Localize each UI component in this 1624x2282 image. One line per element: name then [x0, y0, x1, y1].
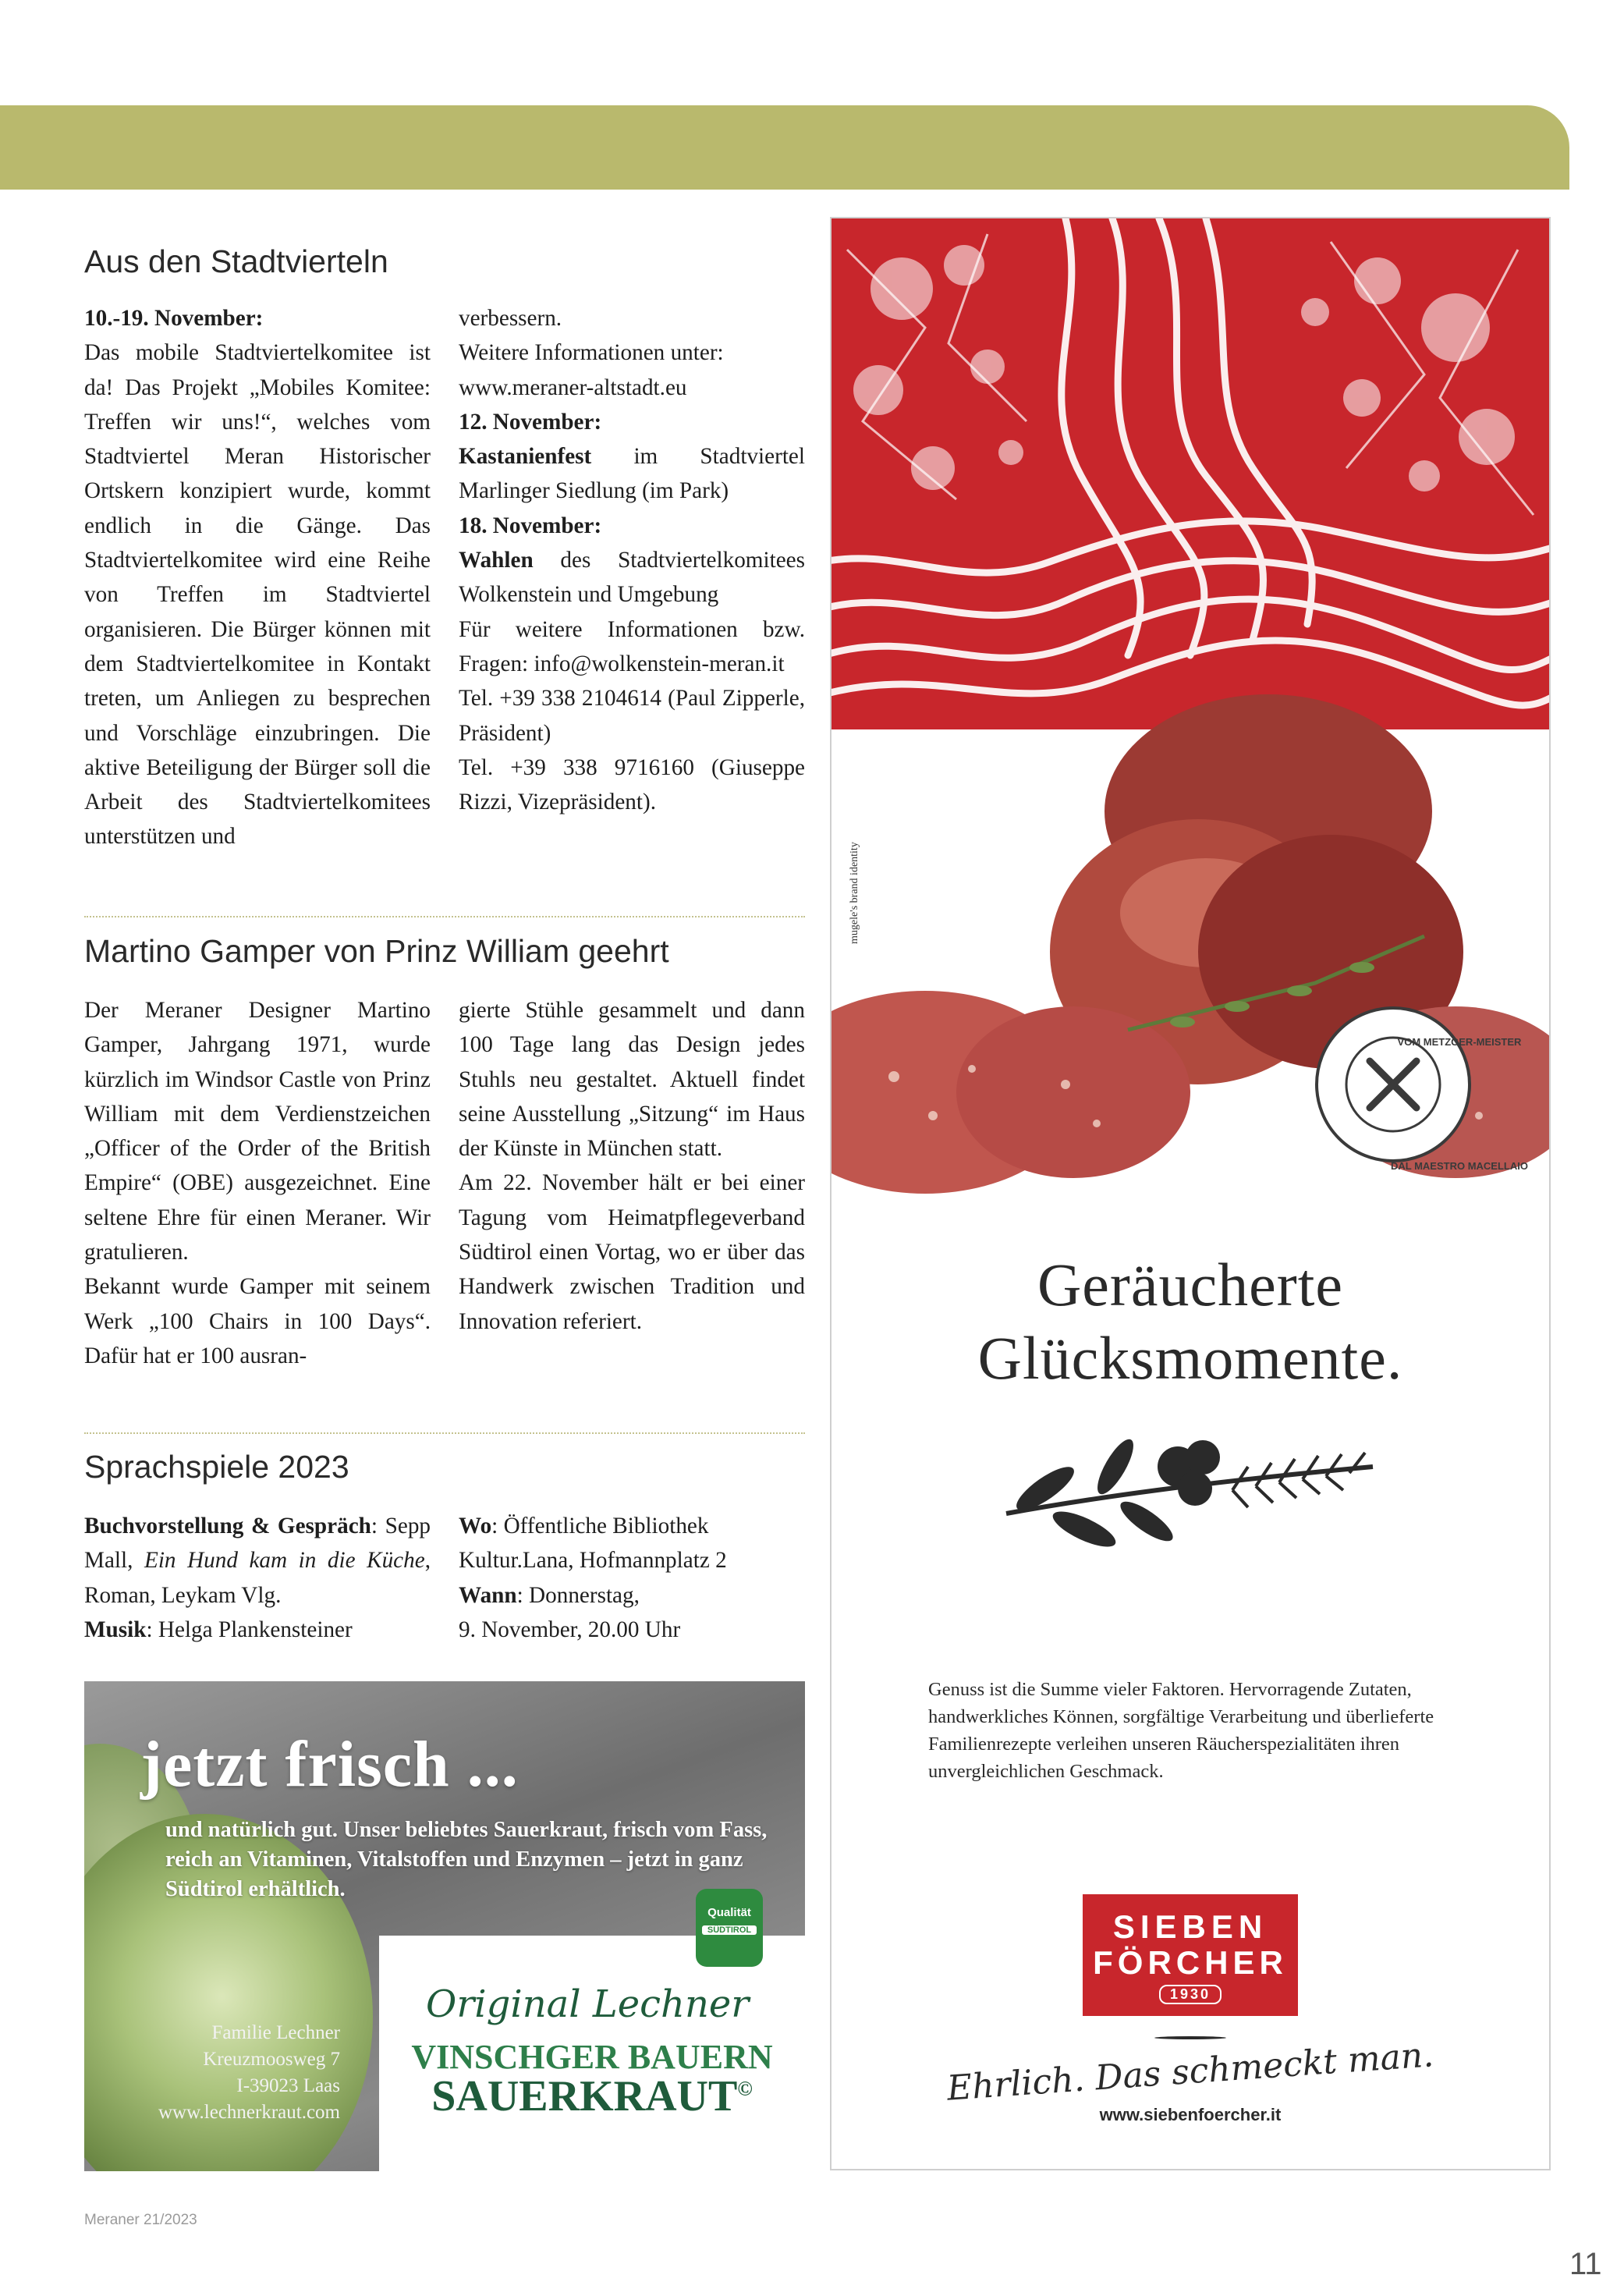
- event-title: Kastanienfest: [459, 444, 592, 470]
- article-column-right: [459, 993, 805, 1339]
- article-text: Bekannt wurde Gamper mit seinem Werk „100 Chairs in 100 Days“. Dafür hat er 100 ausran-: [84, 1274, 431, 1368]
- section-divider: [84, 1432, 805, 1434]
- event-column-right: [459, 1509, 805, 1647]
- sauerkraut-advertisement: [84, 1681, 805, 2171]
- address-website[interactable]: www.lechnerkraut.com: [158, 2102, 340, 2123]
- info-label: Weitere Informationen unter:: [459, 340, 724, 366]
- header-bar: [0, 105, 1569, 190]
- event-label: Wo: [459, 1514, 492, 1538]
- section-heading-stadtviertel: Aus den Stadtvierteln: [84, 243, 388, 279]
- event-text: des Stadtviertelkomitees Wolkenstein und Umgebung: [459, 548, 805, 608]
- landscape-illustration: [832, 218, 1549, 729]
- event-label: Musik: [84, 1617, 147, 1642]
- event-text: im Stadtviertel Marlinger Siedlung (im Park): [459, 444, 805, 504]
- section-heading-gamper: Martino Gamper von Prinz William geehrt: [84, 933, 669, 969]
- address-line: Kreuzmoosweg 7: [203, 2049, 340, 2070]
- article-text: Der Meraner Designer Martino Gamper, Jahrgang 1971, wurde kürzlich im Windsor Castle von Prinz William mit dem Verdienstzeichen „Officer of the Order of the British Empire“ (OBE) ausgezeichnet. Eine seltene Ehre für einen Meraner. Wir gratulieren.: [84, 998, 431, 1265]
- seal-region: SÜDTIROL: [702, 1925, 757, 1935]
- ad-headline: [832, 1248, 1549, 1395]
- section-heading-sprachspiele: Sprachspiele 2023: [84, 1449, 349, 1485]
- butcher-stamp-icon: [1381, 1036, 1537, 1172]
- siebenfoercher-logo: [1083, 1894, 1298, 2016]
- ad-body-text: Genuss ist die Summe vieler Faktoren. Hervorragende Zutaten, handwerkliches Können, sorgfältige Verarbeitung und überlieferte Familienrezepte verleihen unseren Räucherspezialitäten ihren unvergleichlichen Geschmack.: [928, 1679, 1434, 1782]
- copyright-mark: ©: [737, 2077, 753, 2100]
- headline-line: Geräucherte: [1037, 1251, 1344, 1318]
- author-name: Sepp Mall,: [84, 1514, 431, 1574]
- illustration-banner: [832, 218, 1549, 729]
- brand-script-logo: Original Lechner: [426, 1982, 750, 2026]
- event-date: 18. November:: [459, 513, 602, 538]
- ad-website[interactable]: www.siebenfoercher.it: [1099, 2105, 1282, 2124]
- seal-label: Qualität: [707, 1906, 751, 1919]
- logo-text: FÖRCHER: [1093, 1944, 1288, 1981]
- event-column-left: [84, 1509, 431, 1647]
- punctuation: :: [371, 1514, 378, 1538]
- ad-headline: jetzt frisch ...: [140, 1728, 519, 1801]
- contact-phone: Tel. +39 338 2104614 (Paul Zipperle, Präsident): [459, 686, 805, 746]
- address-line: Familie Lechner: [211, 2022, 340, 2043]
- headline-line: Glücksmomente.: [977, 1324, 1403, 1392]
- address-line: I-39023 Laas: [236, 2075, 340, 2096]
- article-text: Das mobile Stadtviertelkomitee ist da! Das Projekt „Mobiles Komitee: Treffen wir uns!“, welches vom Stadtviertel Meran Historischer Ortskern konzipiert wurde, kommt endlich in die Gänge. Das Stadtviertelkomitee wird eine Reihe von Treffen im Stadtviertel organisieren. Die Bürger können mit dem Stadtviertelkomitee in Kontakt treten, um Anliegen zu besprechen und Vorschläge einzubringen. Die aktive Beteiligung der Bürger soll die Arbeit des Stadtviertelkomitees unterstützen und: [84, 340, 431, 850]
- event-time: 9. November, 20.00 Uhr: [459, 1617, 681, 1642]
- issue-footer: Meraner 21/2023: [84, 2212, 197, 2228]
- article-text: gierte Stühle gesammelt und dann 100 Tage lang das Design jedes Stuhls neu gestaltet. Aktuell findet seine Ausstellung „Sitzung“ im Haus der Künste in München statt.: [459, 998, 805, 1162]
- quality-seal-icon: [696, 1889, 763, 1967]
- event-date: 10.-19. November:: [84, 306, 264, 331]
- stamp-text-top: VOM METZGER-MEISTER: [1397, 1036, 1522, 1048]
- brand-name: SAUERKRAUT: [431, 2072, 738, 2121]
- article-text: verbessern.: [459, 306, 562, 331]
- event-day: : Donnerstag,: [516, 1582, 640, 1608]
- event-date: 12. November:: [459, 409, 602, 435]
- article-column-left: [84, 993, 431, 1373]
- olive-branch-icon: [998, 1420, 1388, 1560]
- contact-email: Für weitere Informationen bzw. Fragen: info@wolkenstein-meran.it: [459, 616, 805, 676]
- article-column-right: [459, 301, 805, 819]
- brand-line-2: [379, 2071, 805, 2121]
- website-link[interactable]: www.meraner-altstadt.eu: [459, 374, 687, 400]
- book-details: , Roman, Leykam Vlg.: [84, 1548, 431, 1608]
- section-divider: [84, 916, 805, 917]
- article-column-left: [84, 301, 431, 854]
- logo-text: SIEBEN: [1112, 1908, 1268, 1945]
- agency-credit: mugele's brand identity: [849, 842, 860, 944]
- event-label: Buchvorstellung & Gespräch: [84, 1514, 371, 1538]
- musician: : Helga Plankensteiner: [146, 1617, 353, 1642]
- event-label: Wann: [459, 1582, 517, 1608]
- logo-year: 1930: [1159, 1985, 1222, 2004]
- siebenfoercher-advertisement: [830, 217, 1551, 2170]
- stamp-text-bottom: DAL MAESTRO MACELLAIO: [1391, 1160, 1528, 1172]
- book-title: Ein Hund kam in die Küche: [144, 1548, 425, 1574]
- page-number: 11: [1569, 2247, 1602, 2281]
- article-text: Am 22. November hält er bei einer Tagung vom Heimatpflegeverband Südtirol einen Vortag, wo er über das Handwerk zwischen Tradition und Innovation referiert.: [459, 1170, 805, 1334]
- event-location: : Öffentliche Bibliothek Kultur.Lana, Hofmannplatz 2: [459, 1514, 727, 1574]
- ad-subline: und natürlich gut. Unser beliebtes Sauerkraut, frisch vom Fass, reich an Vitaminen, Vitalstoffen und Enzymen – jetzt in ganz Südtirol erhältlich.: [165, 1818, 768, 1901]
- brand-line-1: VINSCHGER BAUERN: [411, 2038, 773, 2076]
- swoosh-divider: [1154, 2036, 1226, 2039]
- event-title: Wahlen: [459, 548, 534, 573]
- contact-phone: Tel. +39 338 9716160 (Giuseppe Rizzi, Vizepräsident).: [459, 754, 805, 815]
- ad-slogan: Ehrlich. Das schmeckt man.: [945, 2035, 1435, 2109]
- ad-address: [108, 2020, 340, 2126]
